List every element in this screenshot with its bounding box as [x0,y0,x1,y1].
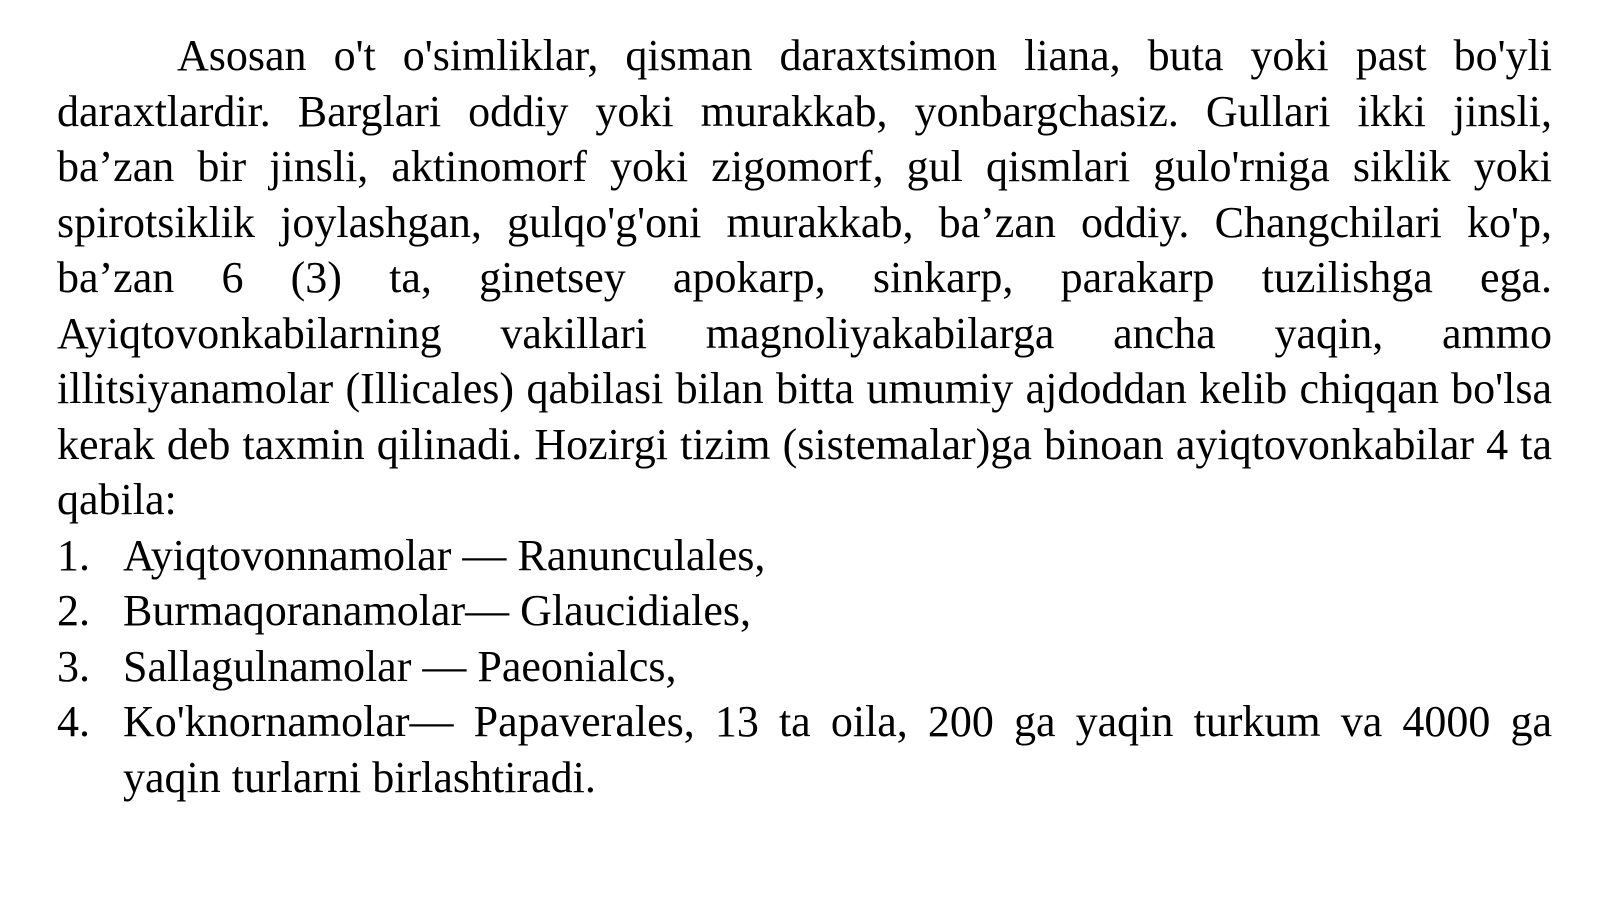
list-item-text: Ayiqtovonnamolar — Ranunculales, [123,530,766,580]
list-item-number: 2. [57,586,90,635]
list-item [57,583,1552,639]
list-item-text: Ko'knornamolar— Papaverales, 13 ta oila, 200 ga yaqin turkum va 4000 ga yaqin turlarni birlashtiradi. [123,697,1552,802]
list-item-number: 1. [57,530,90,580]
list-item [57,528,1552,584]
list-item-number: 4. [57,697,90,746]
body-paragraph: Asosan o't o'simliklar, qisman daraxtsimon liana, buta yoki past bo'yli daraxtlardir. Barglari oddiy yoki murakkab, yonbargchasiz. Gullari ikki jinsli, ba’zan bir jinsli, aktinomorf yoki zigomorf, gul qismlari gulo'rniga siklik yoki spirotsiklik joylashgan, gulqo'g'oni murakkab, ba’zan oddiy. Changchilari ko'p, ba’zan 6 (3) ta, ginetsey apokarp, sinkarp, parakarp tuzilishga ega. Ayiqtovonkabilarning vakillari magnoliyakabilarga ancha yaqin, ammo illitsiyanamolar (Illicales) qabilasi bilan bitta umumiy ajdoddan kelib chiqqan bo'lsa kerak deb taxmin qilinadi. Hozirgi tizim (sistemalar)ga binoan ayiqtovonkabilar 4 ta qabila: [57,31,1552,524]
list-item-number: 3. [57,641,90,691]
list-item-text: Sallagulnamolar — Paeonialcs, [123,641,677,691]
list-item [57,694,1552,805]
list-item-text: Burmaqoranamolar— Glaucidiales, [123,586,752,635]
list-item [57,639,1552,695]
order-list [57,528,1552,806]
